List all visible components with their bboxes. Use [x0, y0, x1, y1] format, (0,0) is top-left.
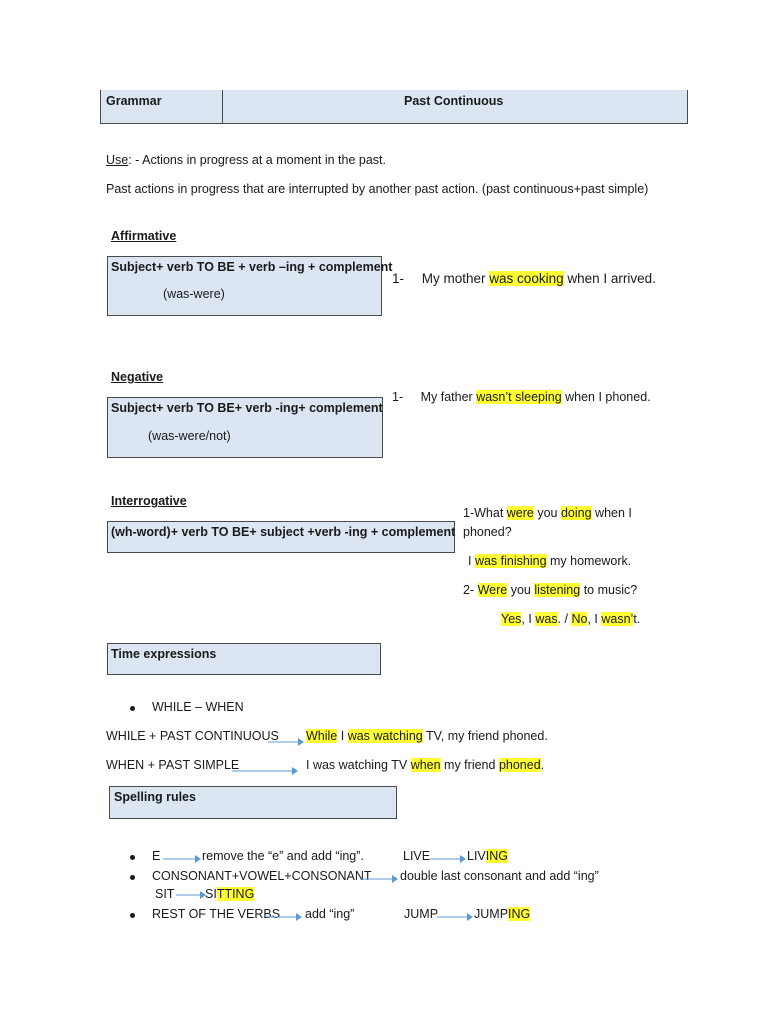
- arrow-icon: [430, 854, 466, 864]
- affirmative-formula-box: [107, 256, 393, 316]
- time-bullet-text: WHILE – WHEN: [152, 700, 244, 714]
- negative-formula: Subject+ verb TO BE+ verb -ing+ complement: [111, 401, 383, 415]
- arrow-icon: [232, 766, 298, 776]
- rule3-text: add “ing”: [305, 907, 355, 921]
- text: you: [507, 583, 535, 597]
- highlight: was: [535, 612, 558, 626]
- interrogative-heading: Interrogative: [111, 494, 187, 508]
- arrow-icon: [360, 874, 398, 884]
- text: my homework.: [546, 554, 632, 568]
- interrogative-formula-box: [107, 521, 455, 553]
- use-line-1: [106, 153, 386, 167]
- when-label: WHEN + PAST SIMPLE: [106, 758, 240, 772]
- highlight: was finishing: [474, 554, 547, 568]
- rule1-text: remove the “e” and add “ing”.: [202, 849, 364, 863]
- text: 2-: [463, 583, 478, 597]
- text: .: [540, 758, 545, 772]
- highlight: Yes: [501, 612, 522, 626]
- example-text: My father: [420, 390, 477, 404]
- use-label: Use: [106, 153, 129, 167]
- rule2-text: double last consonant and add “ing”: [400, 869, 599, 883]
- interrogative-q1: [463, 506, 632, 520]
- when-example: [306, 758, 544, 772]
- text: TV, my friend phoned.: [422, 729, 548, 743]
- rule2-label: CONSONANT+VOWEL+CONSONANT: [152, 869, 372, 883]
- header-left-label: Grammar: [106, 94, 162, 108]
- affirmative-formula: Subject+ verb TO BE + verb –ing + complement: [111, 260, 393, 274]
- rule2-word: SIT: [155, 887, 175, 901]
- spelling-rules-box: [109, 786, 397, 819]
- example-highlight: was cooking: [489, 271, 564, 286]
- bullet-icon: [130, 875, 135, 880]
- text: I: [468, 554, 475, 568]
- example-highlight: wasn’t sleeping: [476, 390, 562, 404]
- highlight: was watching: [347, 729, 423, 743]
- arrow-icon: [268, 737, 304, 747]
- arrow-icon: [266, 912, 302, 922]
- rule3-result: [474, 907, 530, 921]
- negative-formula-box: [107, 397, 383, 458]
- highlight: listening: [534, 583, 581, 597]
- text: , I: [587, 612, 602, 626]
- text: I was watching TV: [306, 758, 411, 772]
- highlight: phoned: [498, 758, 541, 772]
- arrow-icon: [176, 890, 206, 900]
- example-number: 1-: [392, 271, 405, 286]
- rule3-label: REST OF THE VERBS: [152, 907, 281, 921]
- negative-heading: Negative: [111, 370, 164, 384]
- bullet-icon: [130, 913, 135, 918]
- interrogative-formula: (wh-word)+ verb TO BE+ subject +verb -ing + complement: [111, 525, 456, 539]
- use-line-2: Past actions in progress that are interrupted by another past action. (past continuous+past simple): [106, 182, 649, 196]
- example-number: 1-: [392, 390, 404, 404]
- affirmative-heading: Affirmative: [111, 229, 177, 243]
- rule1-result: [467, 849, 508, 863]
- highlight: ING: [485, 849, 508, 863]
- highlight: While: [306, 729, 338, 743]
- while-example: [306, 729, 548, 743]
- example-text: when I arrived.: [563, 271, 656, 286]
- highlight: doing: [560, 506, 592, 520]
- interrogative-a2: [501, 612, 640, 626]
- while-label: WHILE + PAST CONTINUOUS: [106, 729, 279, 743]
- text: . /: [557, 612, 572, 626]
- interrogative-q2: [463, 583, 637, 597]
- highlight: Were: [477, 583, 508, 597]
- highlight: when: [410, 758, 441, 772]
- use-text: : - Actions in progress at a moment in the past.: [128, 153, 386, 167]
- affirmative-example: [392, 271, 656, 286]
- text: I: [337, 729, 348, 743]
- text: when I: [591, 506, 632, 520]
- text: you: [533, 506, 561, 520]
- time-expressions-heading: Time expressions: [111, 647, 217, 661]
- header-title: Past Continuous: [404, 94, 504, 108]
- bullet-icon: [130, 855, 135, 860]
- text: t.: [633, 612, 641, 626]
- spelling-rules-heading: Spelling rules: [114, 790, 196, 804]
- text: 1-What: [463, 506, 507, 520]
- text: my friend: [440, 758, 499, 772]
- affirmative-sub: (was-were): [163, 287, 225, 301]
- negative-sub: (was-were/not): [148, 429, 231, 443]
- text: to music?: [580, 583, 638, 597]
- header-divider: [222, 90, 223, 123]
- highlight: TTING: [216, 887, 255, 901]
- rule1-label: E: [152, 849, 161, 863]
- example-text: when I phoned.: [561, 390, 651, 404]
- text: LIV: [467, 849, 486, 863]
- highlight: No: [571, 612, 588, 626]
- rule1-word: LIVE: [403, 849, 431, 863]
- text: SI: [205, 887, 217, 901]
- rule3-word: JUMP: [404, 907, 439, 921]
- header-table: [100, 90, 688, 124]
- example-text: My mother: [421, 271, 490, 286]
- time-expressions-box: [107, 643, 381, 675]
- interrogative-a1: [468, 554, 631, 568]
- text: JUMP: [474, 907, 509, 921]
- rule2-result: [205, 887, 254, 901]
- negative-example: [392, 390, 651, 404]
- arrow-icon: [163, 854, 201, 864]
- interrogative-q1-line2: phoned?: [463, 525, 512, 539]
- bullet-icon: [130, 706, 135, 711]
- highlight: ING: [508, 907, 531, 921]
- text: , I: [521, 612, 536, 626]
- arrow-icon: [437, 912, 473, 922]
- highlight: were: [506, 506, 534, 520]
- highlight: wasn’: [601, 612, 634, 626]
